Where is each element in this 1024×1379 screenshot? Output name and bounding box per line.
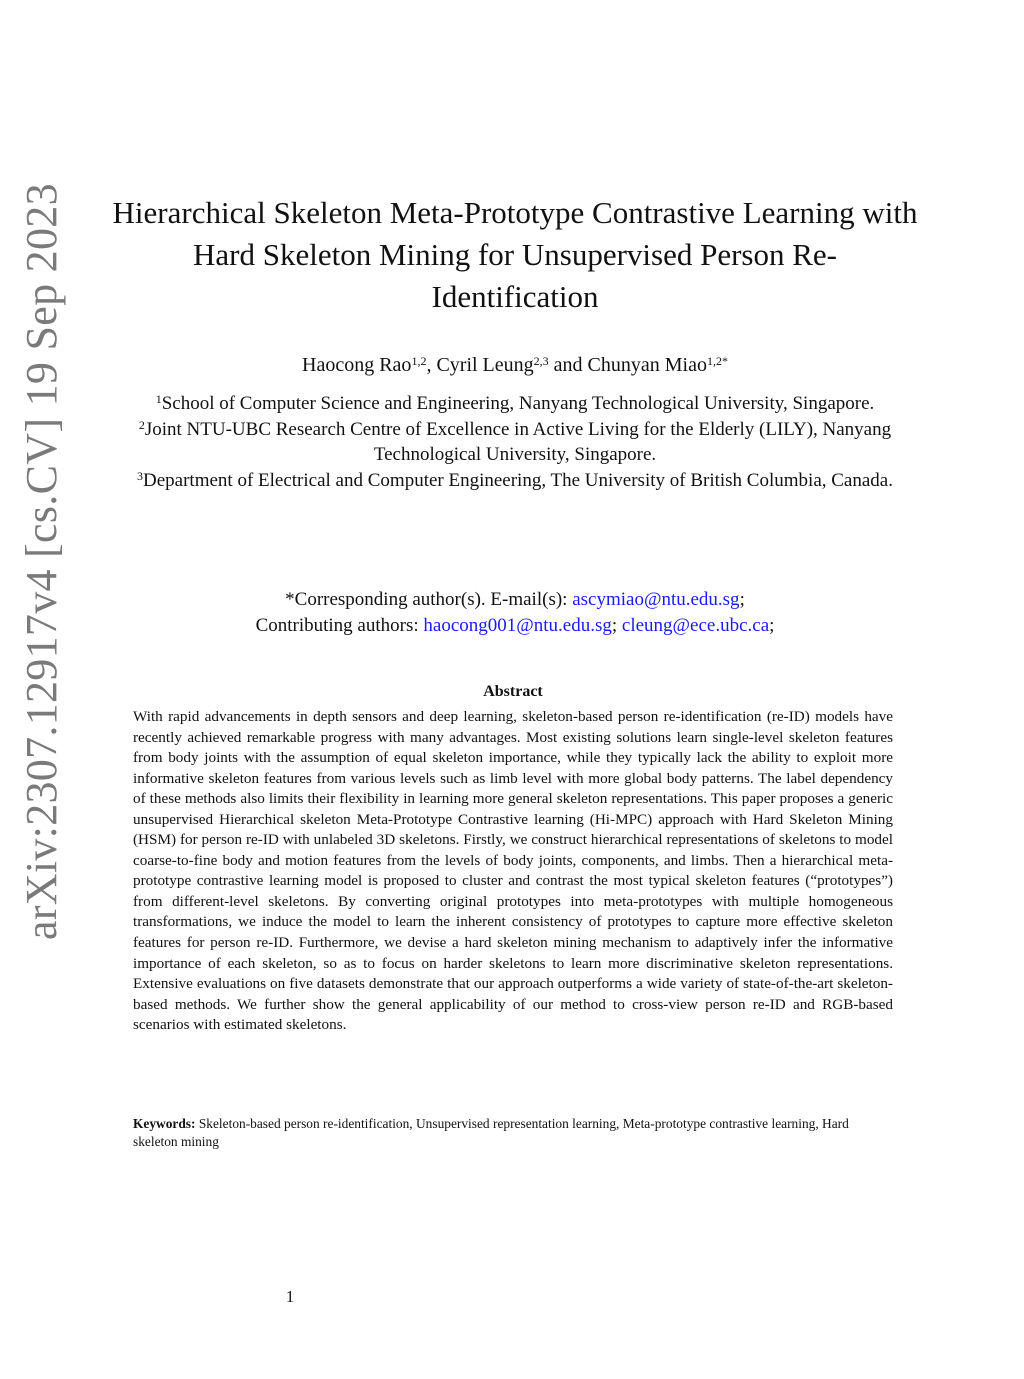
- author-name: Chunyan Miao: [587, 354, 707, 376]
- corresponding-label: *Corresponding author(s). E-mail(s):: [285, 589, 573, 610]
- author-list: [110, 350, 920, 380]
- punctuation: ;: [611, 615, 622, 636]
- affiliation: [100, 417, 930, 468]
- affiliation-text: Joint NTU-UBC Research Centre of Excellence in Active Living for the Elderly (LILY), Nanyang Technological University, Singapore.: [144, 418, 892, 465]
- punctuation: ;: [739, 589, 745, 610]
- author-affil-marks: 1,2*: [706, 354, 728, 368]
- affiliation-list: [100, 391, 930, 493]
- abstract-heading: Abstract: [483, 683, 543, 700]
- correspondence-block: [110, 587, 920, 639]
- contributing-authors-line: [110, 613, 920, 639]
- keywords-label: Keywords:: [133, 1116, 196, 1131]
- keywords-block: [133, 1115, 893, 1151]
- affiliation-text: School of Computer Science and Engineering, Nanyang Technological University, Singapore.: [161, 393, 875, 414]
- author-name: Haocong Rao: [302, 354, 412, 376]
- corresponding-email-link[interactable]: ascymiao@ntu.edu.sg: [572, 589, 740, 610]
- contributing-email-link[interactable]: haocong001@ntu.edu.sg: [423, 615, 612, 636]
- arxiv-side-stamp: arXiv:2307.12917v4 [cs.CV] 19 Sep 2023: [17, 183, 66, 940]
- corresponding-author-line: [110, 587, 920, 613]
- affiliation-marker: 2: [138, 417, 145, 432]
- abstract-body: With rapid advancements in depth sensors and deep learning, skeleton-based person re-identification (re-ID) models have recently achieved remarkable progress with many advantages. Most existing solutions learn single-level skeleton features from body joints with the assumption of equal skeleton importance, while they typically lack the ability to exploit more informative skeleton features from various levels such as limb level with more global body patterns. The label dependency of these methods also limits their flexibility in learning more general skeleton representations. This paper proposes a generic unsupervised Hierarchical skeleton Meta-Prototype Contrastive learning (Hi-MPC) approach with Hard Skeleton Mining (HSM) for person re-ID with unlabeled 3D skeletons. Firstly, we construct hierarchical representations of skeletons to model coarse-to-fine body and motion features from the levels of body joints, components, and limbs. Then a hierarchical meta-prototype contrastive learning model is proposed to cluster and contrast the most typical skeleton features (“prototypes”) from different-level skeletons. By converting original prototypes into meta-prototypes with multiple homogeneous transformations, we induce the model to learn the inherent consistency of prototypes to capture more effective skeleton features for person re-ID. Furthermore, we devise a hard skeleton mining mechanism to adaptively infer the informative importance of each skeleton, so as to focus on harder skeletons to learn more discriminative skeleton representations. Extensive evaluations on five datasets demonstrate that our approach outperforms a wide variety of state-of-the-art skeleton-based methods. We further show the general applicability of our method to cross-view person re-ID and RGB-based scenarios with estimated skeletons.: [133, 708, 893, 1034]
- affiliation: [100, 391, 930, 417]
- author-affil-marks: 2,3: [533, 354, 549, 368]
- affiliation-marker: 1: [155, 392, 162, 406]
- paper-title: Hierarchical Skeleton Meta-Prototype Contrastive Learning with Hard Skeleton Mining for Unsupervised Person Re-Identification: [112, 195, 918, 314]
- author-separator: and: [548, 354, 588, 376]
- author-name: Cyril Leung: [436, 354, 534, 376]
- affiliation-text: Department of Electrical and Computer Engineering, The University of British Columbia, Canada.: [143, 469, 893, 491]
- contributing-email-link[interactable]: cleung@ece.ubc.ca: [621, 615, 770, 636]
- affiliation: [100, 468, 930, 494]
- punctuation: ;: [769, 615, 775, 636]
- keywords-text: Skeleton-based person re-identification, Unsupervised representation learning, Meta-prototype contrastive learning, Hard skeleton mining: [133, 1116, 849, 1149]
- page-number: 1: [285, 1287, 295, 1306]
- author-separator: ,: [426, 354, 437, 376]
- contributing-label: Contributing authors:: [255, 615, 424, 636]
- author-affil-marks: 1,2: [411, 354, 427, 368]
- affiliation-marker: 3: [137, 468, 144, 483]
